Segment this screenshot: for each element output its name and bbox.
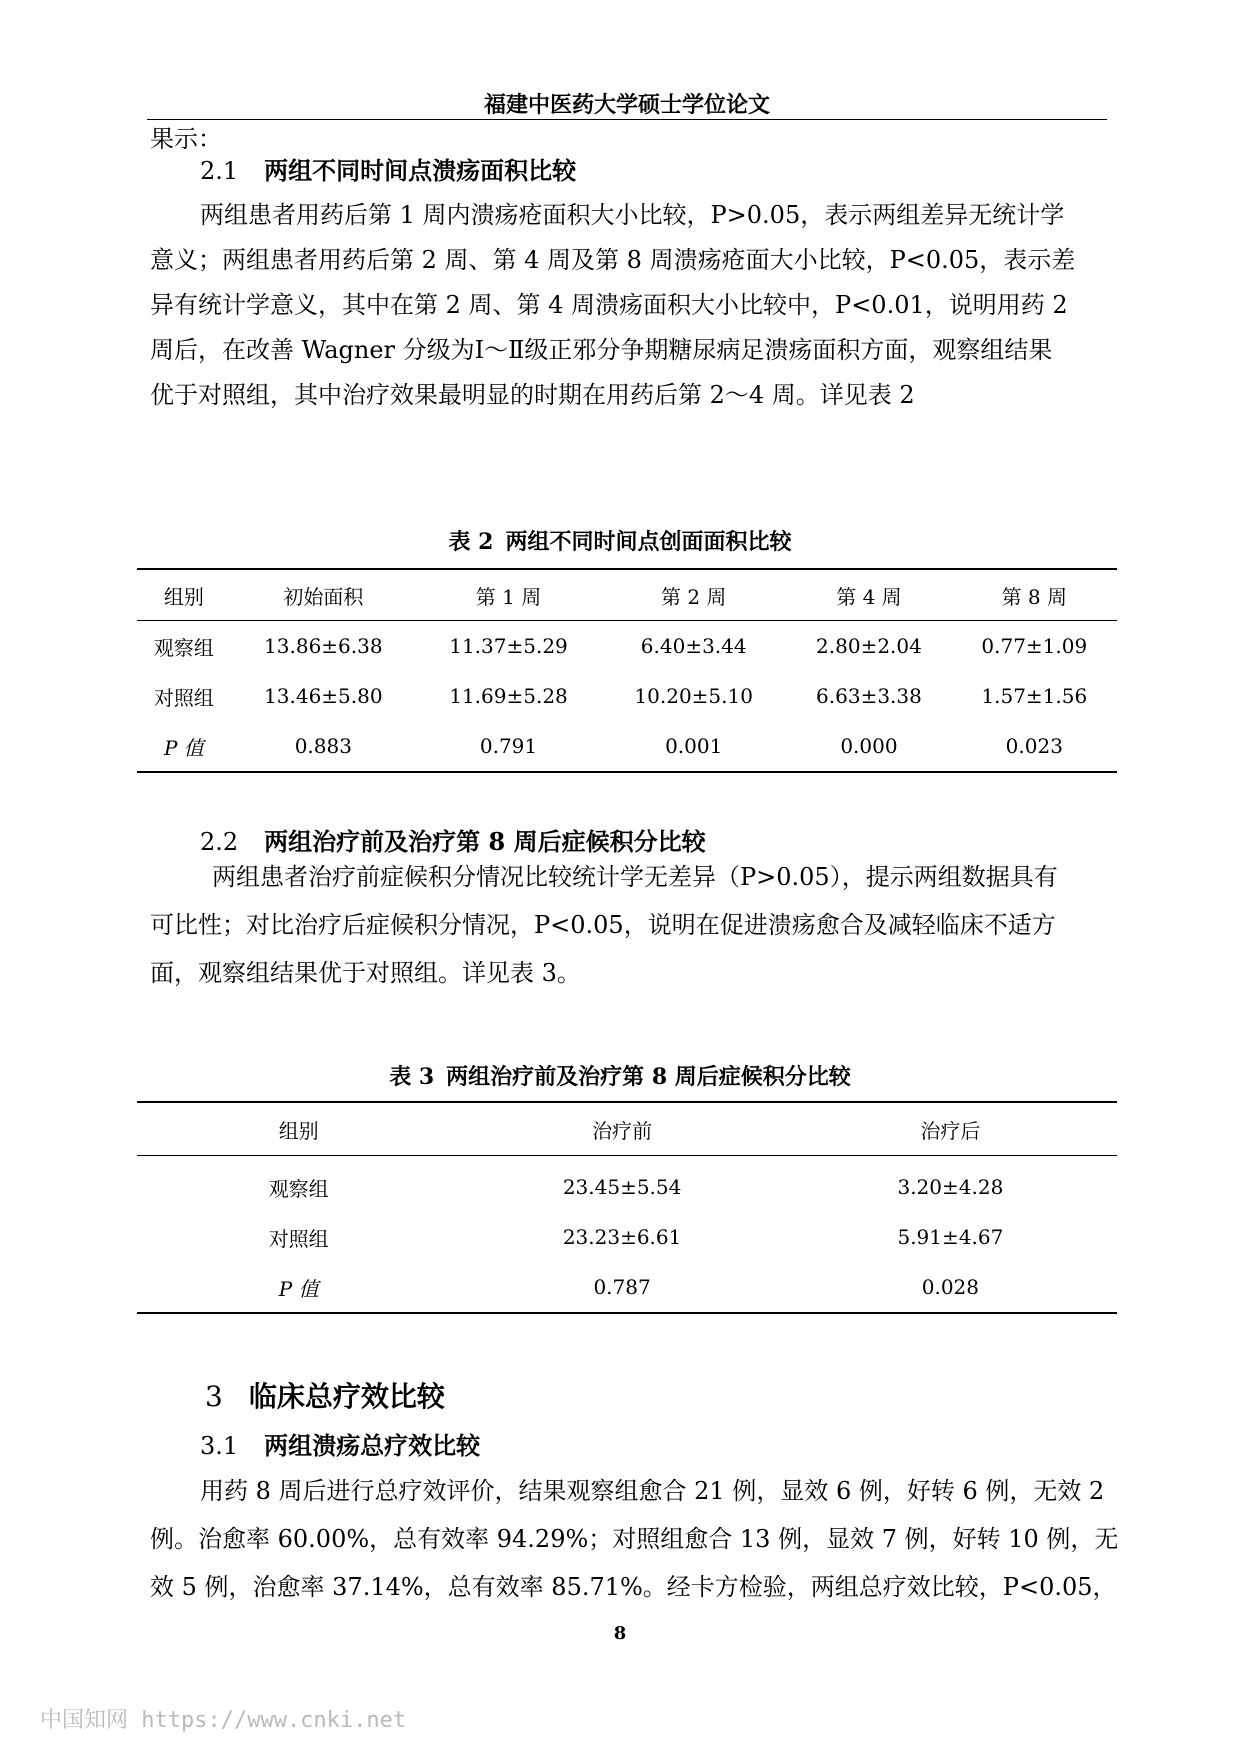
table-cell: 13.86±6.38 <box>264 634 383 658</box>
table-cell: 0.023 <box>1005 734 1063 758</box>
table-cell: 对照组 <box>153 685 214 710</box>
paragraph-line: 例。治愈率 60.00%，总有效率 94.29%；对照组愈合 13 例，显效 7 例，好转 10 例，无 <box>150 1525 1119 1553</box>
table-cell: 观察组 <box>268 1176 329 1201</box>
table-cell: 0.791 <box>479 734 538 758</box>
paragraph-line: 可比性；对比治疗后症候积分情况，P<0.05，说明在促进溃疡愈合及减轻临床不适方 <box>150 911 1056 939</box>
table-cell: 0.77±1.09 <box>981 634 1088 658</box>
table-cell: 3.20±4.28 <box>897 1175 1004 1199</box>
table-cell: 11.69±5.28 <box>449 684 568 708</box>
paragraph-line: 两组患者用药后第 1 周内溃疡疮面积大小比较，P>0.05，表示两组差异无统计学 <box>200 201 1065 229</box>
table-cell: 5.91±4.67 <box>897 1225 1004 1249</box>
table-row <box>137 1262 1117 1313</box>
table-3 <box>137 1101 1117 1314</box>
table-cell: 对照组 <box>268 1226 329 1251</box>
column-header: 治疗后 <box>920 1118 981 1143</box>
table-row <box>137 1212 1117 1262</box>
section-3-1-heading <box>200 1429 480 1463</box>
column-header: 组别 <box>163 584 204 609</box>
table-cell: 2.80±2.04 <box>816 634 922 658</box>
table-header-row <box>137 1102 1117 1156</box>
section-2-1-heading <box>200 154 576 188</box>
section-number: 3.1 <box>200 1432 239 1460</box>
table-cell: 11.37±5.29 <box>449 634 568 658</box>
table-cell: P 值 <box>163 735 204 760</box>
header-rule <box>147 119 1107 120</box>
table-cell: 13.46±5.80 <box>264 684 383 708</box>
page-number: 8 <box>613 1623 627 1644</box>
table-3-caption <box>0 1060 1240 1091</box>
table-row <box>137 1156 1117 1213</box>
table-cell: 观察组 <box>153 635 214 660</box>
table-row <box>137 671 1117 721</box>
column-header: 第 4 周 <box>836 584 902 609</box>
table-cell: 0.028 <box>921 1275 980 1299</box>
section-number: 2.2 <box>200 828 239 856</box>
table-cell: 0.000 <box>840 734 898 758</box>
paragraph-line: 用药 8 周后进行总疗效评价，结果观察组愈合 21 例，显效 6 例，好转 6 例，无效 2 <box>200 1477 1105 1505</box>
table-title: 两组治疗前及治疗第 8 周后症候积分比较 <box>446 1064 851 1090</box>
paragraph-line: 面，观察组结果优于对照组。详见表 3。 <box>150 959 581 987</box>
table-number: 表 3 <box>389 1064 435 1090</box>
paragraph-line: 周后，在改善 Wagner 分级为Ⅰ～Ⅱ级正邪分争期糖尿病足溃疡面积方面，观察组结果 <box>150 336 1053 364</box>
table-cell: 23.45±5.54 <box>562 1175 682 1199</box>
table-2-caption <box>0 525 1240 556</box>
table-header-row <box>137 569 1117 621</box>
table-cell: 10.20±5.10 <box>634 684 753 708</box>
table-cell: 6.63±3.38 <box>816 684 922 708</box>
table-row <box>137 721 1117 772</box>
paragraph-line: 异有统计学意义，其中在第 2 周、第 4 周溃疡面积大小比较中，P<0.01，说明用药 2 <box>150 291 1068 319</box>
paragraph-line: 两组患者治疗前症候积分情况比较统计学无差异（P>0.05），提示两组数据具有 <box>212 863 1058 891</box>
cnki-watermark: 中国知网 https://www.cnki.net <box>40 1708 407 1733</box>
running-header-title: 福建中医药大学硕士学位论文 <box>483 92 770 118</box>
table-cell: 23.23±6.61 <box>562 1225 682 1249</box>
table-cell: 0.787 <box>593 1275 651 1299</box>
section-title: 两组溃疡总疗效比较 <box>264 1431 481 1460</box>
section-3-heading <box>205 1380 445 1414</box>
table-title: 两组不同时间点创面面积比较 <box>505 529 792 555</box>
section-title: 两组不同时间点溃疡面积比较 <box>264 156 577 185</box>
column-header: 第 1 周 <box>475 584 542 609</box>
table-number: 表 2 <box>448 529 494 555</box>
paragraph-line: 优于对照组，其中治疗效果最明显的时期在用药后第 2～4 周。详见表 2 <box>150 381 915 409</box>
section-2-2-heading <box>200 825 706 859</box>
section-title: 临床总疗效比较 <box>248 1380 445 1413</box>
paragraph-line: 意义；两组患者用药后第 2 周、第 4 周及第 8 周溃疡疮面大小比较，P<0.05，表示差 <box>150 246 1076 274</box>
section-title: 两组治疗前及治疗第 8 周后症候积分比较 <box>264 827 706 856</box>
table-cell: 0.001 <box>665 734 723 758</box>
section-number: 3 <box>205 1380 223 1413</box>
paragraph-line: 效 5 例，治愈率 37.14%，总有效率 85.71%。经卡方检验，两组总疗效比较，P<0.05， <box>150 1573 1117 1601</box>
intro-fragment: 果示： <box>150 125 222 153</box>
column-header: 组别 <box>278 1118 319 1143</box>
table-row <box>137 621 1117 672</box>
table-cell: 1.57±1.56 <box>981 684 1088 708</box>
column-header: 初始面积 <box>283 584 364 609</box>
table-cell: 6.40±3.44 <box>640 634 747 658</box>
table-2 <box>137 568 1117 773</box>
section-number: 2.1 <box>200 157 239 185</box>
column-header: 第 8 周 <box>1001 584 1068 609</box>
column-header: 第 2 周 <box>660 584 727 609</box>
table-cell: P 值 <box>278 1276 319 1301</box>
column-header: 治疗前 <box>592 1118 653 1143</box>
table-cell: 0.883 <box>294 734 352 758</box>
